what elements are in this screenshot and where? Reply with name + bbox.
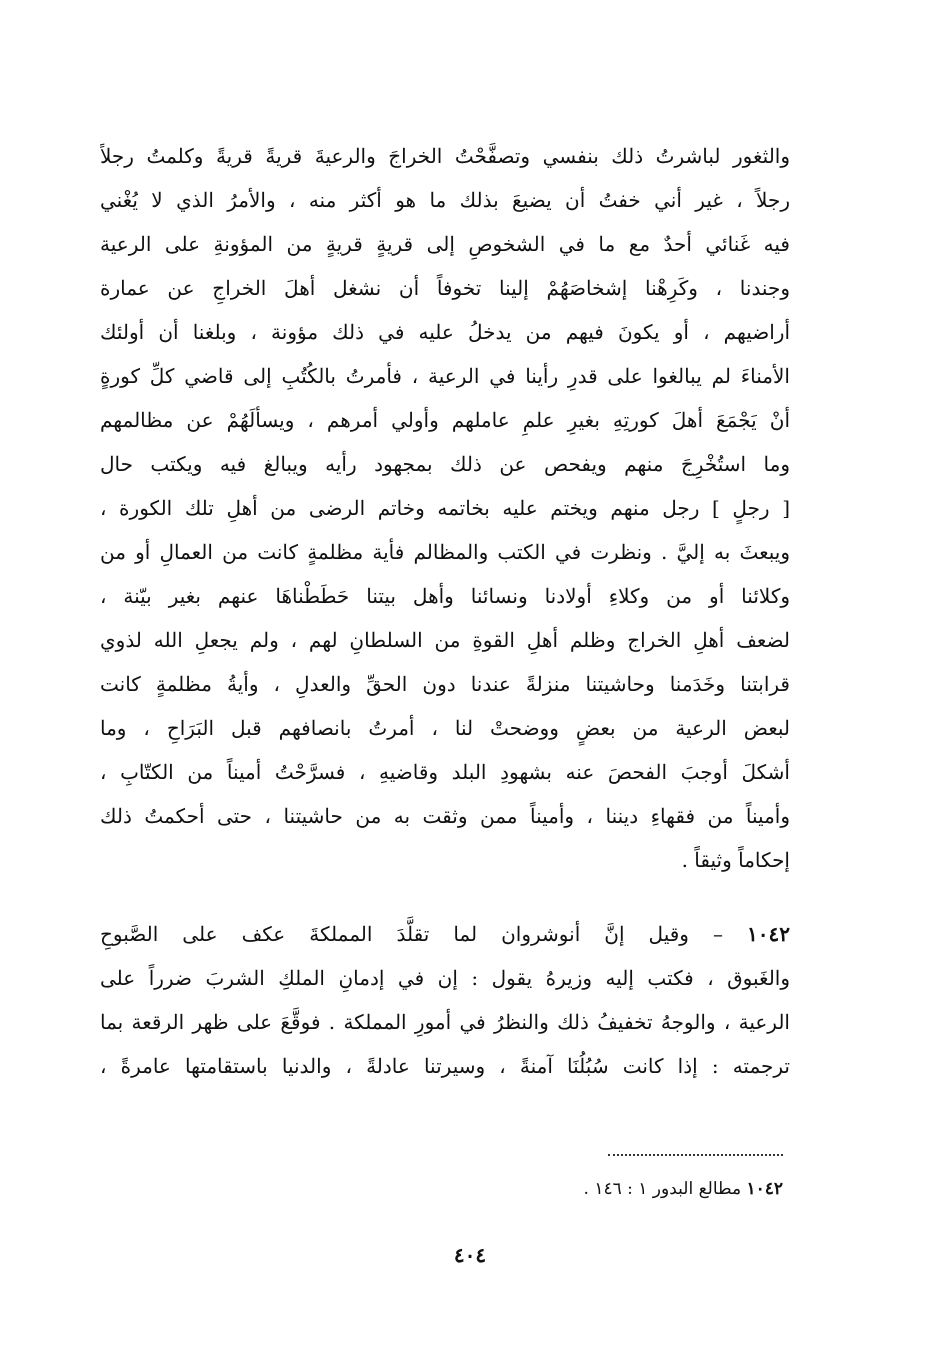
- text-line: [ رجلٍ ] رجل منهم ويختم عليه بخاتمه وخاتم الرضى من أهلِ تلك الكورة ،: [100, 496, 790, 520]
- footnote-divider: [608, 1154, 783, 1156]
- text-line: وما استُخْرِجَ منهم ويفحص عن ذلك بمجهود رأيه ويبالغ فيه ويكتب حال: [100, 452, 790, 476]
- text-line: لبعض الرعية من بعضٍ ووضحتْ لنا ، أمرتُ بانصافهم قبل البَرَاحِ ، وما: [100, 716, 790, 740]
- footnote-number: ١٠٤٢: [746, 1179, 783, 1199]
- text-line: [100, 912, 790, 956]
- text-line: والغَبوق ، فكتب إليه وزيرهُ يقول : إن في إدمانِ الملكِ الشربَ ضرراً على: [100, 966, 790, 990]
- text-line: إحكاماً وثيقاً .: [681, 848, 790, 872]
- text-line: الأمناءَ لم يبالغوا على قدرِ رأينا في الرعية ، فأمرتُ بالكُتُبِ إلى قاضي كلِّ كورةٍ: [100, 364, 790, 388]
- text-line: أنْ يَجْمَعَ أهلَ كورتِهِ بغيرِ علمِ عاملهم وأولي أمرهم ، ويسألَهُمْ عن مظالمهم: [100, 408, 790, 432]
- entry-number: ١٠٤٢: [747, 922, 790, 946]
- text-line: والثغور لباشرتُ ذلك بنفسي وتصفَّحْتُ الخراجَ والرعيةَ قريةً قريةً وكلمتُ رجلاً: [100, 144, 790, 168]
- footnote-text: مطالع البدور ١ : ١٤٦ .: [583, 1179, 742, 1199]
- text-line: ترجمته : إذا كانت سُبُلُنَا آمنةً ، وسيرتنا عادلةً ، والدنيا باستقامتها عامرةً ،: [100, 1054, 790, 1078]
- text-line: ويبعثَ به إليَّ . ونظرت في الكتب والمظالم فأية مظلمةٍ كانت من العمالِ أو من: [100, 540, 790, 564]
- text-line: الرعية ، والوجهُ تخفيفُ ذلك والنظرُ في أمورِ المملكة . فوقَّعَ على ظهر الرقعة بما: [100, 1010, 790, 1034]
- text-line: رجلاً ، غير أني خفتُ أن يضيعَ بذلك ما هو أكثر منه ، والأمرُ الذي لا يُغْني: [100, 188, 790, 212]
- text-line: أشكلَ أوجبَ الفحصَ عنه بشهودِ البلد وقاضيهِ ، فسرَّحْتُ أميناً من الكتّابِ ،: [100, 760, 790, 784]
- text-line: وجندنا ، وكَرِهْنا إشخاصَهُمْ إلينا تخوفاً أن نشغل أهلَ الخراجِ عن عمارة: [100, 276, 790, 300]
- text-line: فيه غَنائي أحدٌ مع ما في الشخوصِ إلى قريةٍ قريةٍ من المؤونةِ على الرعية: [100, 232, 790, 256]
- text-line: أراضيهم ، أو يكونَ فيهم من يدخلُ عليه في ذلك مؤونة ، وبلغنا أن أولئك: [100, 320, 790, 344]
- paragraph-continuation: [100, 134, 790, 882]
- text-line: وكلائنا أو من وكلاءِ أولادنا ونسائنا وأهل بيتنا حَطَطْناهَا عنهم بغير بيّنة ،: [100, 584, 790, 608]
- page-number: ٤٠٤: [453, 1243, 487, 1267]
- text-line: لضعف أهلِ الخراج وظلم أهلِ القوةِ من السلطانِ لهم ، ولم يجعلِ الله لذوي: [100, 628, 790, 652]
- text-line: وأميناً من فقهاءِ ديننا ، وأميناً ممن وثقت به من حاشيتنا ، حتى أحكمتُ ذلك: [100, 804, 790, 828]
- paragraph-entry-1042: [100, 912, 790, 1088]
- footnote: [400, 1174, 783, 1204]
- text-line: قرابتنا وخَدَمنا وحاشيتنا منزلةً عندنا دون الحقِّ والعدلِ ، وأيةُ مظلمةٍ كانت: [100, 672, 790, 696]
- entry-first-line: – وقيل إنَّ أنوشروان لما تقلَّدَ المملكةَ عكف على الصَّبوحِ: [100, 922, 723, 946]
